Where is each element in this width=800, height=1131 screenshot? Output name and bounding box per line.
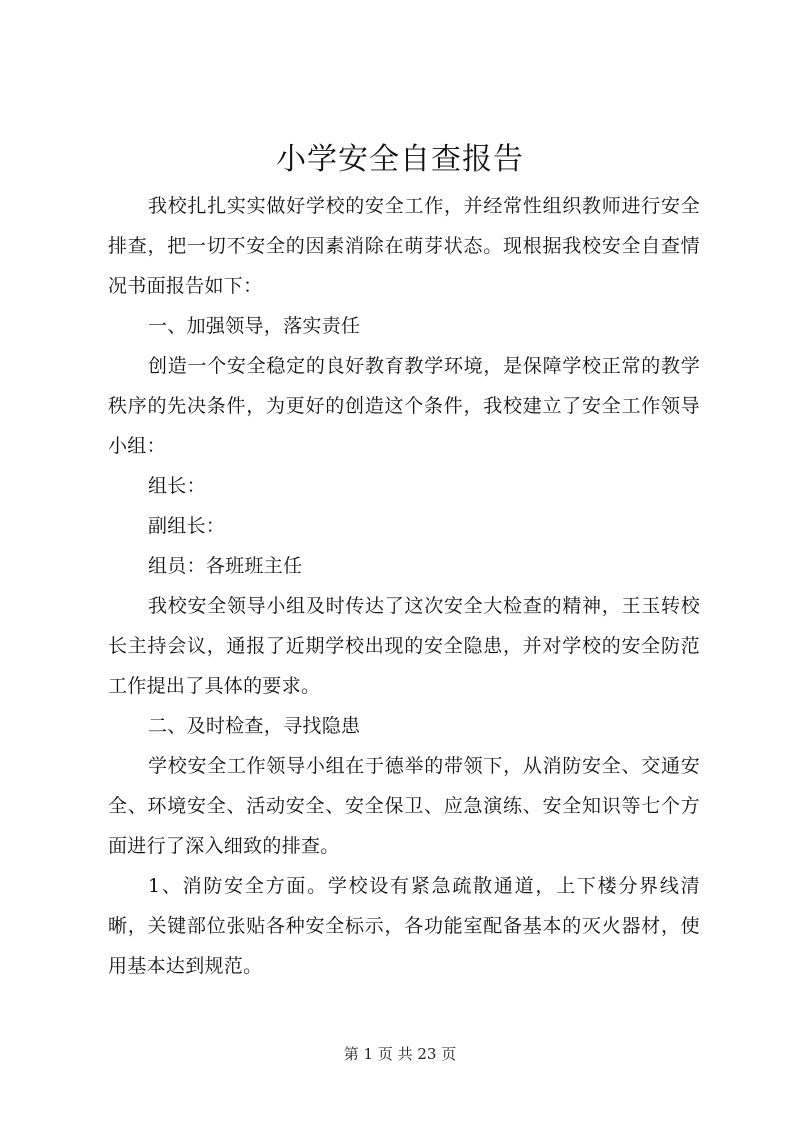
page-number-footer: 第 1 页 共 23 页 <box>343 1045 457 1063</box>
paragraph-deputy-leader: 副组长： <box>148 515 226 537</box>
paragraph-leader: 组长： <box>148 475 206 497</box>
section-heading-2: 二、及时检查，寻找隐患 <box>148 715 361 737</box>
paragraph-inspection: 学校安全工作领导小组在于德举的带领下，从消防安全、交通安全、环境安全、活动安全、安全保卫、应急演练、安全知识等七个方面进行了深入细致的排查。 <box>108 755 700 857</box>
paragraph-fire-safety: 1、消防安全方面。学校设有紧急疏散通道，上下楼分界线清晰，关键部位张贴各种安全标示，各功能室配备基本的灭火器材，使用基本达到规范。 <box>108 875 700 977</box>
paragraph-members: 组员：各班班主任 <box>148 555 303 577</box>
paragraph-meeting: 我校安全领导小组及时传达了这次安全大检查的精神，王玉转校长主持会议，通报了近期学校出现的安全隐患，并对学校的安全防范工作提出了具体的要求。 <box>108 595 700 697</box>
document-title: 小学安全自查报告 <box>276 142 524 177</box>
section-heading-1: 一、加强领导，落实责任 <box>148 315 361 337</box>
paragraph-intro: 我校扎扎实实做好学校的安全工作，并经常性组织教师进行安全排查，把一切不安全的因素消除在萌芽状态。现根据我校安全自查情况书面报告如下： <box>108 195 700 297</box>
paragraph-leadership: 创造一个安全稳定的良好教育教学环境，是保障学校正常的教学秩序的先决条件，为更好的创造这个条件，我校建立了安全工作领导小组： <box>108 355 700 457</box>
document-body <box>108 186 700 986</box>
